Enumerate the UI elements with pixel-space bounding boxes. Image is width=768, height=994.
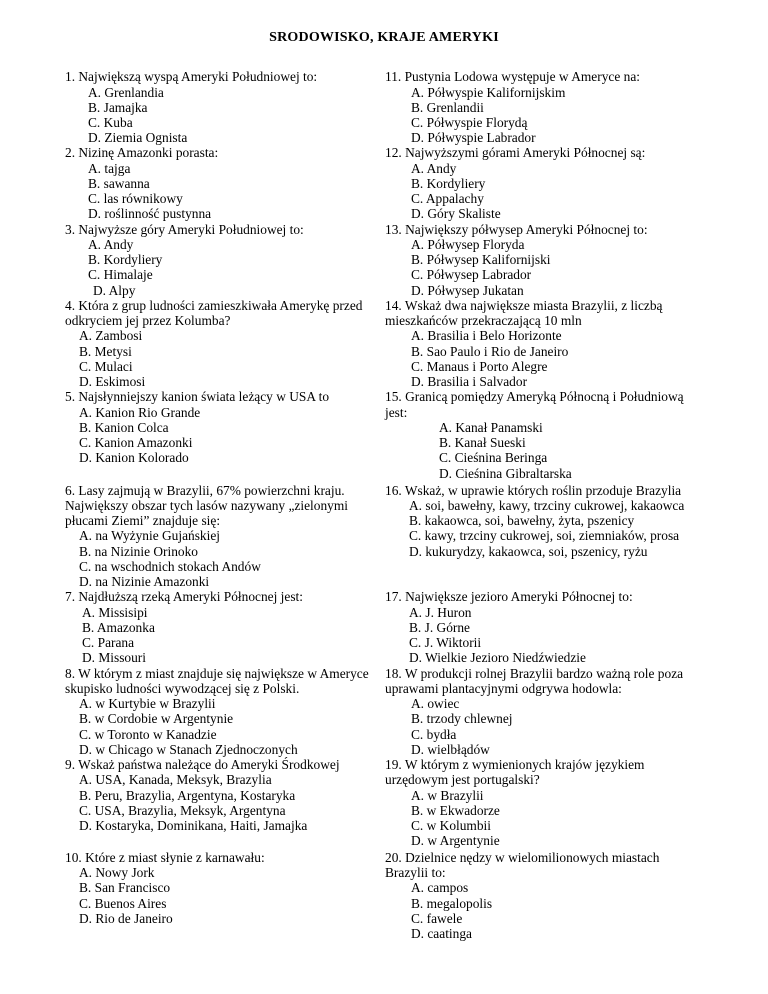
answer-option: A. w Brazylii <box>411 788 484 803</box>
answer-option: C. bydła <box>411 727 457 742</box>
answer-option: A. Andy <box>411 161 457 176</box>
question-text: 16. Wskaż, w uprawie których roślin przoduje Brazylia <box>385 483 682 498</box>
answer-option: D. w Chicago w Stanach Zjednoczonych <box>79 742 298 757</box>
answer-option: D. caatinga <box>411 926 472 941</box>
answer-option: C. Cieśnina Beringa <box>439 450 548 465</box>
answer-option: B. Półwysep Kalifornijski <box>411 252 551 267</box>
answer-option: D. Półwyspie Labrador <box>411 130 536 145</box>
answer-option: C. na wschodnich stokach Andów <box>79 559 261 574</box>
answer-option: B. Kanał Sueski <box>439 435 526 450</box>
answer-option: A. soi, bawełny, kawy, trzciny cukrowej, kakaowca <box>409 498 685 513</box>
answer-option: C. Himalaje <box>88 267 153 282</box>
answer-option: A. campos <box>411 880 469 895</box>
answer-option: C. USA, Brazylia, Meksyk, Argentyna <box>79 803 286 818</box>
answer-option: D. na Nizinie Amazonki <box>79 574 210 589</box>
answer-option: C. J. Wiktorii <box>409 635 482 650</box>
answer-option: D. kukurydzy, kakaowca, soi, pszenicy, ryżu <box>409 544 648 559</box>
answer-option: C. Półwysep Labrador <box>411 267 532 282</box>
answer-option: D. Góry Skaliste <box>411 206 501 221</box>
answer-option: C. Półwyspie Florydą <box>411 115 528 130</box>
question-text: 20. Dzielnice nędzy w wielomilionowych miastach <box>385 850 660 865</box>
answer-option: A. Półwysep Floryda <box>411 237 525 252</box>
answer-option: odkryciem jej przez Kolumba? <box>65 313 231 328</box>
answer-option: B. na Nizinie Orinoko <box>79 544 199 559</box>
answer-option: C. w Toronto w Kanadzie <box>79 727 217 742</box>
answer-option: B. w Ekwadorze <box>411 803 500 818</box>
answer-option: B. sawanna <box>88 176 150 191</box>
answer-option: C. Buenos Aires <box>79 896 167 911</box>
answer-option: A. w Kurtybie w Brazylii <box>79 696 216 711</box>
answer-option: A. Półwyspie Kalifornijskim <box>411 85 566 100</box>
answer-option: D. Półwysep Jukatan <box>411 283 524 298</box>
answer-option: C. fawele <box>411 911 463 926</box>
answer-option: A. Grenlandia <box>88 85 164 100</box>
question-text: 10. Które z miast słynie z karnawału: <box>65 850 265 865</box>
answer-option: D. Rio de Janeiro <box>79 911 173 926</box>
answer-option: C. w Kolumbii <box>411 818 491 833</box>
answer-option: D. Eskimosi <box>79 374 146 389</box>
answer-option: C. Kuba <box>88 115 133 130</box>
page-title: SRODOWISKO, KRAJE AMERYKI <box>269 30 499 45</box>
answer-option: C. Mulaci <box>79 359 133 374</box>
answer-option: uprawami plantacyjnymi odgrywa hodowla: <box>385 681 622 696</box>
answer-option: D. Brasilia i Salvador <box>411 374 528 389</box>
answer-option: mieszkańców przekraczającą 10 mln <box>385 313 582 328</box>
answer-option: urzędowym jest portugalski? <box>385 772 540 787</box>
question-text: 15. Granicą pomiędzy Ameryką Północną i Południową <box>385 389 684 404</box>
answer-option: A. na Wyżynie Gujańskiej <box>79 528 220 543</box>
answer-option: C. Appalachy <box>411 191 484 206</box>
question-text: 19. W którym z wymienionych krajów językiem <box>385 757 645 772</box>
answer-option: B. J. Górne <box>409 620 470 635</box>
answer-option: B. Metysi <box>79 344 132 359</box>
question-text: 12. Najwyższymi górami Ameryki Północnej są: <box>385 145 646 160</box>
answer-option: C. Kanion Amazonki <box>79 435 193 450</box>
question-text: 7. Najdłuższą rzeką Ameryki Północnej jest: <box>65 589 303 604</box>
answer-option: B. Sao Paulo i Rio de Janeiro <box>411 344 569 359</box>
question-text: 6. Lasy zajmują w Brazylii, 67% powierzchni kraju. <box>65 483 345 498</box>
answer-option: D. w Argentynie <box>411 833 500 848</box>
answer-option: A. J. Huron <box>409 605 472 620</box>
question-text: 5. Najsłynniejszy kanion świata leżący w USA to <box>65 389 330 404</box>
answer-option: D. Cieśnina Gibraltarska <box>439 466 572 481</box>
answer-option: D. Ziemia Ognista <box>88 130 188 145</box>
answer-option: B. Kordyliery <box>88 252 163 267</box>
answer-option: B. Kordyliery <box>411 176 486 191</box>
answer-option: skupisko ludności wywodzącej się z Polski. <box>65 681 300 696</box>
answer-option: D. Alpy <box>93 283 136 298</box>
answer-option: C. las równikowy <box>88 191 183 206</box>
answer-option: B. Jamajka <box>88 100 148 115</box>
answer-option: B. Kanion Colca <box>79 420 169 435</box>
question-text: 9. Wskaż państwa należące do Ameryki Środkowej <box>65 757 340 772</box>
answer-option: B. w Cordobie w Argentynie <box>79 711 234 726</box>
answer-option: A. owiec <box>411 696 460 711</box>
answer-option: A. Kanał Panamski <box>439 420 543 435</box>
answer-option: A. Missisipi <box>82 605 148 620</box>
answer-option: B. San Francisco <box>79 880 171 895</box>
answer-option: C. Parana <box>82 635 135 650</box>
answer-option: A. tajga <box>88 161 131 176</box>
question-text: 3. Najwyższe góry Ameryki Południowej to: <box>65 222 304 237</box>
answer-option: Brazylii to: <box>385 865 446 880</box>
answer-option: B. Peru, Brazylia, Argentyna, Kostaryka <box>79 788 296 803</box>
answer-option: A. USA, Kanada, Meksyk, Brazylia <box>79 772 272 787</box>
question-text: 11. Pustynia Lodowa występuje w Ameryce na: <box>385 69 640 84</box>
question-text: 2. Nizinę Amazonki porasta: <box>65 145 219 160</box>
answer-option: A. Zambosi <box>79 328 143 343</box>
answer-option: B. megalopolis <box>411 896 493 911</box>
answer-option: płucami Ziemi” znajduje się: <box>65 513 221 528</box>
answer-option: B. kakaowca, soi, bawełny, żyta, pszenicy <box>409 513 635 528</box>
answer-option: A. Brasilia i Belo Horizonte <box>411 328 562 343</box>
question-text: 14. Wskaż dwa największe miasta Brazylii, z liczbą <box>385 298 663 313</box>
question-text: 18. W produkcji rolnej Brazylii bardzo ważną role poza <box>385 666 684 681</box>
answer-option: A. Kanion Rio Grande <box>79 405 201 420</box>
answer-option: D. Kanion Kolorado <box>79 450 189 465</box>
question-text: 8. W którym z miast znajduje się największe w Ameryce <box>65 666 369 681</box>
question-text: 1. Największą wyspą Ameryki Południowej to: <box>65 69 318 84</box>
question-text: 4. Która z grup ludności zamieszkiwała Amerykę przed <box>65 298 363 313</box>
answer-option: jest: <box>385 405 408 420</box>
answer-option: C. Manaus i Porto Alegre <box>411 359 548 374</box>
answer-option: B. trzody chlewnej <box>411 711 513 726</box>
answer-option: D. roślinność pustynna <box>88 206 212 221</box>
answer-option: D. Missouri <box>82 650 146 665</box>
answer-option: B. Amazonka <box>82 620 155 635</box>
answer-option: B. Grenlandii <box>411 100 484 115</box>
answer-option: D. Wielkie Jezioro Niedźwiedzie <box>409 650 586 665</box>
answer-option: Największy obszar tych lasów nazywany „zielonymi <box>65 498 348 513</box>
answer-option: D. Kostaryka, Dominikana, Haiti, Jamajka <box>79 818 308 833</box>
question-text: 17. Największe jezioro Ameryki Północnej to: <box>385 589 633 604</box>
answer-option: A. Andy <box>88 237 134 252</box>
answer-option: C. kawy, trzciny cukrowej, soi, ziemniaków, prosa <box>409 528 680 543</box>
question-text: 13. Największy półwysep Ameryki Północnej to: <box>385 222 648 237</box>
answer-option: D. wielbłądów <box>411 742 490 757</box>
answer-option: A. Nowy Jork <box>79 865 155 880</box>
